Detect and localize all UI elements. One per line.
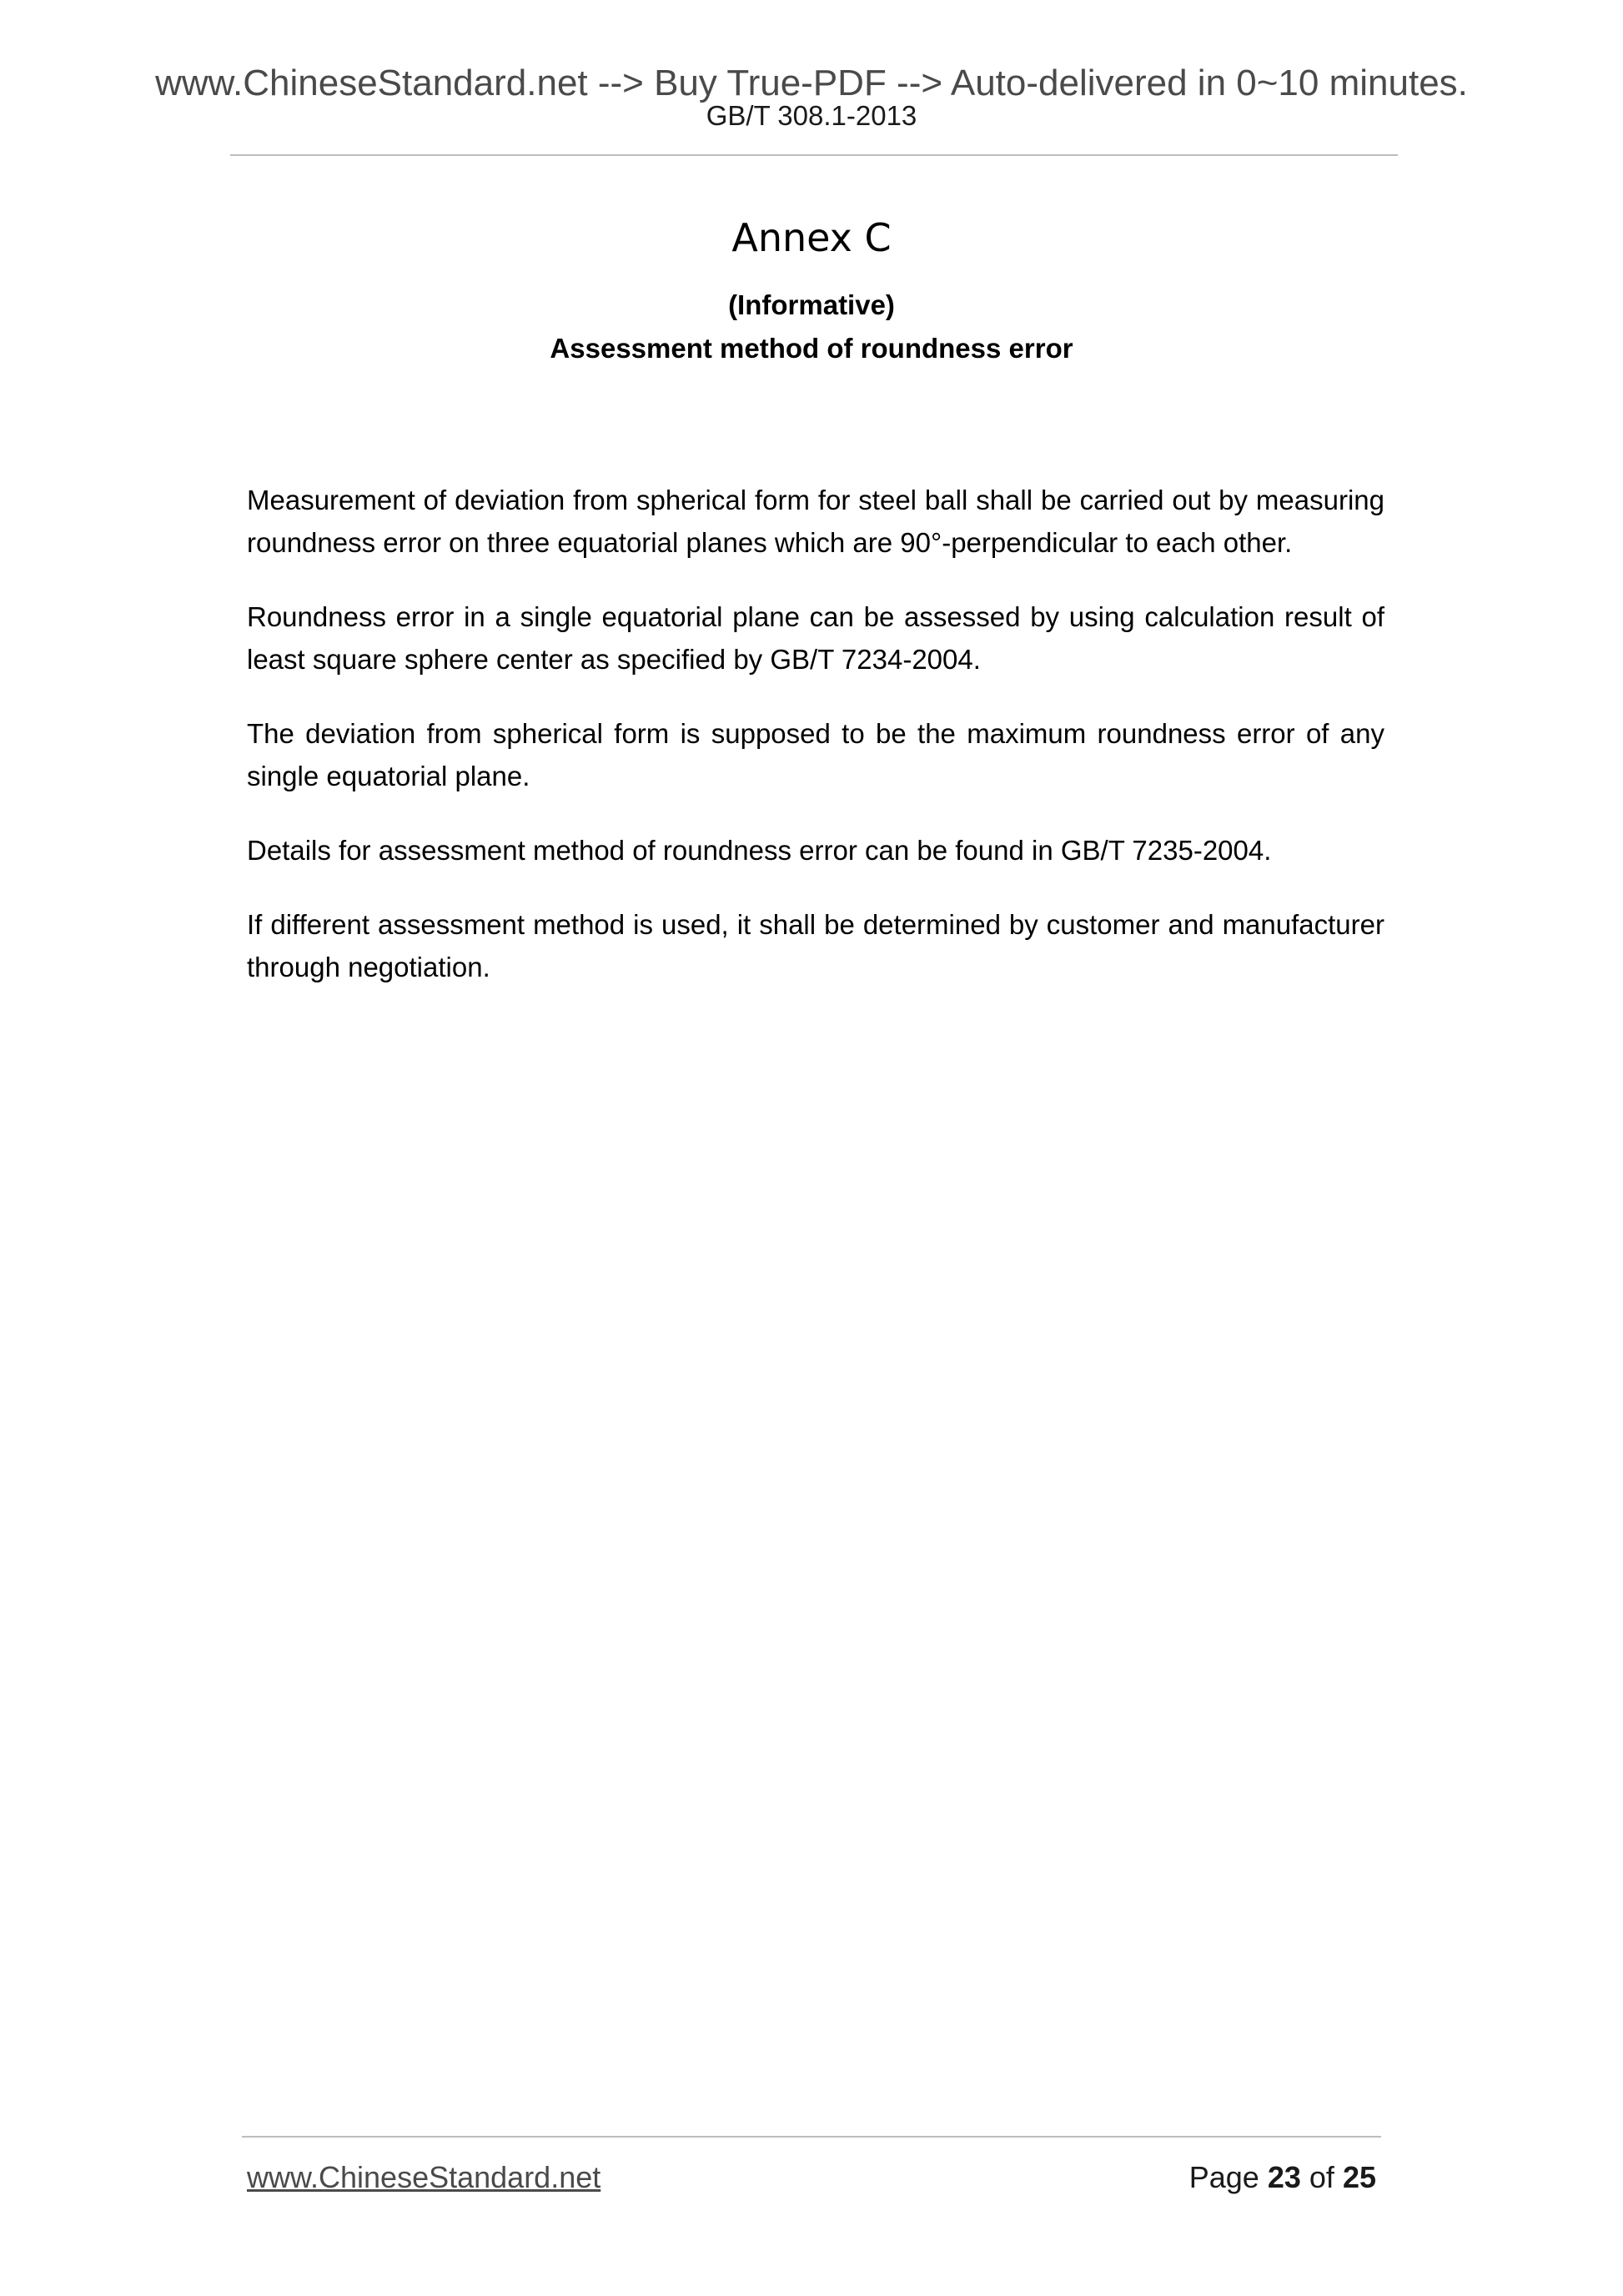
paragraph-details: Details for assessment method of roundness error can be found in GB/T 7235-2004. <box>247 835 1272 866</box>
page-of: of <box>1309 2160 1334 2194</box>
promo-banner: www.ChineseStandard.net --> Buy True-PDF --> Auto-delivered in 0~10 minutes. <box>155 63 1468 103</box>
document-code: GB/T 308.1-2013 <box>706 100 917 131</box>
annex-type: (Informative) <box>728 289 895 320</box>
header-divider <box>230 154 1398 156</box>
footer-divider <box>242 2136 1381 2138</box>
page-current: 23 <box>1267 2160 1301 2194</box>
paragraph-deviation: The deviation from spherical form is supposed to be the maximum roundness error of any single equatorial plane. <box>247 718 1384 791</box>
page-number <box>1188 2160 1376 2194</box>
footer-site-link[interactable]: www.ChineseStandard.net <box>247 2160 601 2194</box>
annex-title: Annex C <box>731 215 892 260</box>
annex-body <box>247 479 1384 1020</box>
paragraph-single-plane: Roundness error in a single equatorial plane can be assessed by using calculation result of least square sphere center as specified by GB/T 7234-2004. <box>247 601 1384 675</box>
paragraph-measurement: Measurement of deviation from spherical form for steel ball shall be carried out by measuring roundness error on three equatorial planes which are 90°-perpendicular to each other. <box>247 485 1384 558</box>
page-prefix: Page <box>1188 2160 1259 2194</box>
paragraph-negotiation: If different assessment method is used, it shall be determined by customer and manufacturer through negotiation. <box>247 909 1384 982</box>
page-total: 25 <box>1342 2160 1376 2194</box>
annex-subtitle: Assessment method of roundness error <box>550 333 1073 364</box>
